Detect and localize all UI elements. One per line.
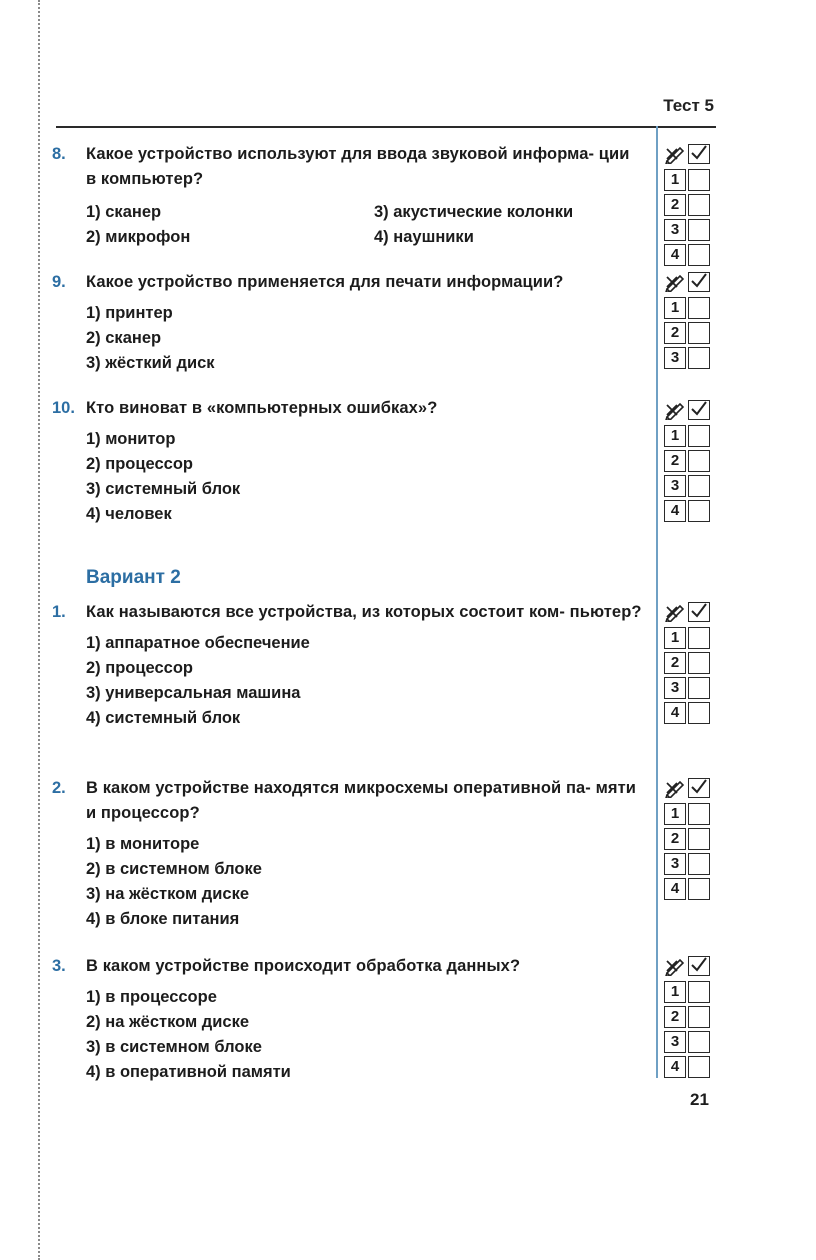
answer-cell-row xyxy=(664,219,710,241)
answer-box-header xyxy=(664,400,710,420)
answer-cell-number: 1 xyxy=(664,169,686,191)
answer-box-header xyxy=(664,272,710,292)
question-number: 8. xyxy=(52,145,66,163)
pencil-x-icon xyxy=(664,778,686,798)
answer-box xyxy=(664,400,710,525)
question-text: В каком устройстве находятся микросхемы оперативной па- мяти и процессор? xyxy=(86,779,637,822)
pencil-x-icon xyxy=(664,602,686,622)
answer-cell-row xyxy=(664,1056,710,1078)
answer-checkbox[interactable] xyxy=(688,475,710,497)
answer-cell-row xyxy=(664,425,710,447)
answer-option: 1) сканер xyxy=(86,203,162,221)
answer-option: 2) на жёстком диске xyxy=(86,1013,250,1031)
answer-box xyxy=(664,778,710,903)
answer-cell-row xyxy=(664,878,710,900)
answer-cell-row xyxy=(664,803,710,825)
answer-checkbox[interactable] xyxy=(688,1031,710,1053)
answer-cell-row xyxy=(664,500,710,522)
answer-cell-row xyxy=(664,1006,710,1028)
answer-option: 3) системный блок xyxy=(86,480,241,498)
answer-cell-number: 3 xyxy=(664,853,686,875)
question-text: В каком устройстве происходит обработка данных? xyxy=(86,957,521,975)
answer-cell-row xyxy=(664,702,710,724)
answer-cell-row xyxy=(664,194,710,216)
answer-option: 2) сканер xyxy=(86,329,162,347)
checkmark-icon xyxy=(688,956,710,976)
question-9 xyxy=(52,270,644,376)
answer-cell-row xyxy=(664,1031,710,1053)
answer-option: 1) принтер xyxy=(86,304,173,322)
perforation-line xyxy=(38,0,40,1260)
question-8 xyxy=(52,142,644,250)
answer-cell-number: 4 xyxy=(664,244,686,266)
question-v2-1 xyxy=(52,600,644,731)
answer-option: 3) в системном блоке xyxy=(86,1038,262,1056)
answer-cell-number: 1 xyxy=(664,297,686,319)
answer-checkbox[interactable] xyxy=(688,425,710,447)
answer-option: 1) аппаратное обеспечение xyxy=(86,634,310,652)
checkmark-icon xyxy=(688,778,710,798)
answer-cell-row xyxy=(664,627,710,649)
answer-option: 2) процессор xyxy=(86,455,193,473)
answer-option: 3) на жёстком диске xyxy=(86,885,250,903)
test-title: Тест 5 xyxy=(663,96,714,115)
answer-checkbox[interactable] xyxy=(688,652,710,674)
answer-box-header xyxy=(664,778,710,798)
variant-heading: Вариант 2 xyxy=(86,567,181,588)
answer-cell-number: 3 xyxy=(664,1031,686,1053)
pencil-x-icon xyxy=(664,956,686,976)
question-text: Кто виноват в «компьютерных ошибках»? xyxy=(86,399,438,417)
answer-option: 4) наушники xyxy=(374,228,474,246)
answer-cell-row xyxy=(664,322,710,344)
answer-checkbox[interactable] xyxy=(688,450,710,472)
header-rule xyxy=(56,126,716,128)
answer-cell-number: 2 xyxy=(664,1006,686,1028)
answer-box-header xyxy=(664,144,710,164)
answer-cell-row xyxy=(664,853,710,875)
answer-cell-number: 3 xyxy=(664,475,686,497)
answer-cell-number: 4 xyxy=(664,1056,686,1078)
pencil-x-icon xyxy=(664,272,686,292)
answer-box xyxy=(664,272,710,372)
answer-option: 1) монитор xyxy=(86,430,176,448)
answer-option: 4) в блоке питания xyxy=(86,910,240,928)
page-number: 21 xyxy=(690,1090,709,1109)
answer-checkbox[interactable] xyxy=(688,347,710,369)
pencil-x-icon xyxy=(664,400,686,420)
answer-cell-number: 1 xyxy=(664,981,686,1003)
answer-cell-row xyxy=(664,677,710,699)
answer-checkbox[interactable] xyxy=(688,322,710,344)
answer-cell-row xyxy=(664,297,710,319)
answer-option: 2) процессор xyxy=(86,659,193,677)
question-v2-3 xyxy=(52,954,644,1085)
answer-checkbox[interactable] xyxy=(688,677,710,699)
answer-cell-number: 1 xyxy=(664,803,686,825)
answer-checkbox[interactable] xyxy=(688,297,710,319)
answer-checkbox[interactable] xyxy=(688,219,710,241)
answer-option: 2) микрофон xyxy=(86,228,191,246)
answer-cell-number: 2 xyxy=(664,450,686,472)
checkmark-icon xyxy=(688,272,710,292)
question-number: 2. xyxy=(52,779,66,797)
answer-cell-number: 1 xyxy=(664,627,686,649)
answer-checkbox[interactable] xyxy=(688,981,710,1003)
answer-cell-row xyxy=(664,450,710,472)
answer-option: 4) в оперативной памяти xyxy=(86,1063,291,1081)
answer-column-rule xyxy=(656,126,658,1078)
answer-cell-number: 4 xyxy=(664,878,686,900)
answer-cell-row xyxy=(664,652,710,674)
answer-cell-number: 2 xyxy=(664,194,686,216)
answer-option: 2) в системном блоке xyxy=(86,860,262,878)
checkmark-icon xyxy=(688,602,710,622)
answer-cell-number: 4 xyxy=(664,702,686,724)
answer-checkbox[interactable] xyxy=(688,1056,710,1078)
answer-checkbox[interactable] xyxy=(688,500,710,522)
question-number: 10. xyxy=(52,399,75,417)
answer-cell-number: 2 xyxy=(664,322,686,344)
answer-cell-number: 2 xyxy=(664,652,686,674)
answer-checkbox[interactable] xyxy=(688,853,710,875)
question-number: 3. xyxy=(52,957,66,975)
answer-box-header xyxy=(664,956,710,976)
answer-checkbox[interactable] xyxy=(688,194,710,216)
question-number: 9. xyxy=(52,273,66,291)
answer-cell-number: 3 xyxy=(664,219,686,241)
answer-option: 3) универсальная машина xyxy=(86,684,301,702)
answer-option: 1) в мониторе xyxy=(86,835,200,853)
answer-checkbox[interactable] xyxy=(688,803,710,825)
checkmark-icon xyxy=(688,144,710,164)
answer-cell-row xyxy=(664,981,710,1003)
answer-checkbox[interactable] xyxy=(688,878,710,900)
answer-cell-row xyxy=(664,169,710,191)
answer-box xyxy=(664,602,710,727)
answer-option: 4) системный блок xyxy=(86,709,241,727)
answer-option: 4) человек xyxy=(86,505,172,523)
answer-checkbox[interactable] xyxy=(688,1006,710,1028)
question-text: Какое устройство используют для ввода звуковой информа- ции в компьютер? xyxy=(86,145,630,188)
answer-checkbox[interactable] xyxy=(688,244,710,266)
pencil-x-icon xyxy=(664,144,686,164)
answer-option: 3) жёсткий диск xyxy=(86,354,215,372)
answer-option: 3) акустические колонки xyxy=(374,203,574,221)
answer-checkbox[interactable] xyxy=(688,627,710,649)
answer-cell-row xyxy=(664,475,710,497)
question-number: 1. xyxy=(52,603,66,621)
checkmark-icon xyxy=(688,400,710,420)
answer-cell-number: 1 xyxy=(664,425,686,447)
answer-checkbox[interactable] xyxy=(688,828,710,850)
question-10 xyxy=(52,396,644,527)
answer-cell-number: 3 xyxy=(664,677,686,699)
answer-box-header xyxy=(664,602,710,622)
answer-box xyxy=(664,144,710,269)
question-v2-2 xyxy=(52,776,644,932)
answer-checkbox[interactable] xyxy=(688,169,710,191)
answer-option: 1) в процессоре xyxy=(86,988,217,1006)
answer-cell-number: 4 xyxy=(664,500,686,522)
answer-cell-row xyxy=(664,828,710,850)
answer-checkbox[interactable] xyxy=(688,702,710,724)
answer-cell-number: 3 xyxy=(664,347,686,369)
answer-box xyxy=(664,956,710,1081)
answer-cell-row xyxy=(664,244,710,266)
answer-cell-number: 2 xyxy=(664,828,686,850)
question-text: Как называются все устройства, из которых состоит ком- пьютер? xyxy=(86,603,642,621)
answer-cell-row xyxy=(664,347,710,369)
question-text: Какое устройство применяется для печати информации? xyxy=(86,273,564,291)
